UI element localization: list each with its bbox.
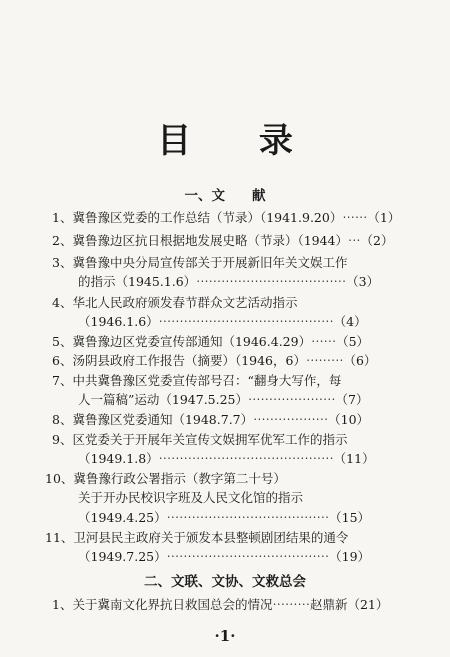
toc-entry-line: 5、冀鲁豫边区党委宣传部通知（1946.4.29）⋯⋯（5） xyxy=(52,334,370,349)
toc-entry-line: 4、华北人民政府颁发春节群众文艺活动指示 xyxy=(52,295,298,310)
toc-entry-line: （1949.1.8）⋯⋯⋯⋯⋯⋯⋯⋯⋯⋯⋯⋯⋯⋯（11） xyxy=(78,451,375,466)
toc-entry-line: 10、冀鲁豫行政公署指示（教字第二十号） xyxy=(45,471,286,486)
toc-entry-line: 1、关于冀南文化界抗日救国总会的情况⋯⋯⋯赵鼎新（21） xyxy=(52,597,389,612)
page-number: ·1· xyxy=(214,627,236,645)
toc-entry-line: （1949.7.25）⋯⋯⋯⋯⋯⋯⋯⋯⋯⋯⋯⋯⋯（19） xyxy=(78,549,371,564)
toc-entry-line: 11、卫河县民主政府关于颁发本县整顿剧团结果的通令 xyxy=(45,530,349,545)
toc-entry-line: （1949.4.25）⋯⋯⋯⋯⋯⋯⋯⋯⋯⋯⋯⋯⋯（15） xyxy=(78,510,371,525)
toc-entry-line: 3、冀鲁豫中央分局宣传部关于开展新旧年关文娱工作 xyxy=(52,255,348,270)
toc-entry-line: 6、汤阴县政府工作报告（摘要）（1946，6）⋯⋯⋯（6） xyxy=(52,353,377,368)
toc-entry-line: 人一篇稿”运动（1947.5.25）⋯⋯⋯⋯⋯⋯⋯（7） xyxy=(78,392,369,407)
toc-entry-line: 1、冀鲁豫区党委的工作总结（节录）（1941.9.20）⋯⋯（1） xyxy=(52,210,401,225)
toc-entry-line: 9、区党委关于开展年关宣传文娱拥军优军工作的指示 xyxy=(52,432,348,447)
page-title: 目 录 xyxy=(157,121,321,161)
section-heading: 一、文 献 xyxy=(184,188,266,204)
toc-entry-line: 关于开办民校识字班及人民文化馆的指示 xyxy=(78,490,304,505)
toc-entry-line: 7、中共冀鲁豫区党委宣传部号召：“翻身大写作，每 xyxy=(52,373,342,388)
section-heading: 二、文联、文协、文救总会 xyxy=(144,574,306,590)
toc-entry-line: （1946.1.6）⋯⋯⋯⋯⋯⋯⋯⋯⋯⋯⋯⋯⋯⋯（4） xyxy=(78,314,367,329)
toc-entry-line: 8、冀鲁豫区党委通知（1948.7.7）⋯⋯⋯⋯⋯⋯（10） xyxy=(52,412,370,427)
toc-entry-line: 2、冀鲁豫边区抗日根据地发展史略（节录）（1944）⋯（2） xyxy=(52,233,394,248)
toc-entry-line: 的指示（1945.1.6）⋯⋯⋯⋯⋯⋯⋯⋯⋯⋯⋯⋯（3） xyxy=(78,274,380,289)
